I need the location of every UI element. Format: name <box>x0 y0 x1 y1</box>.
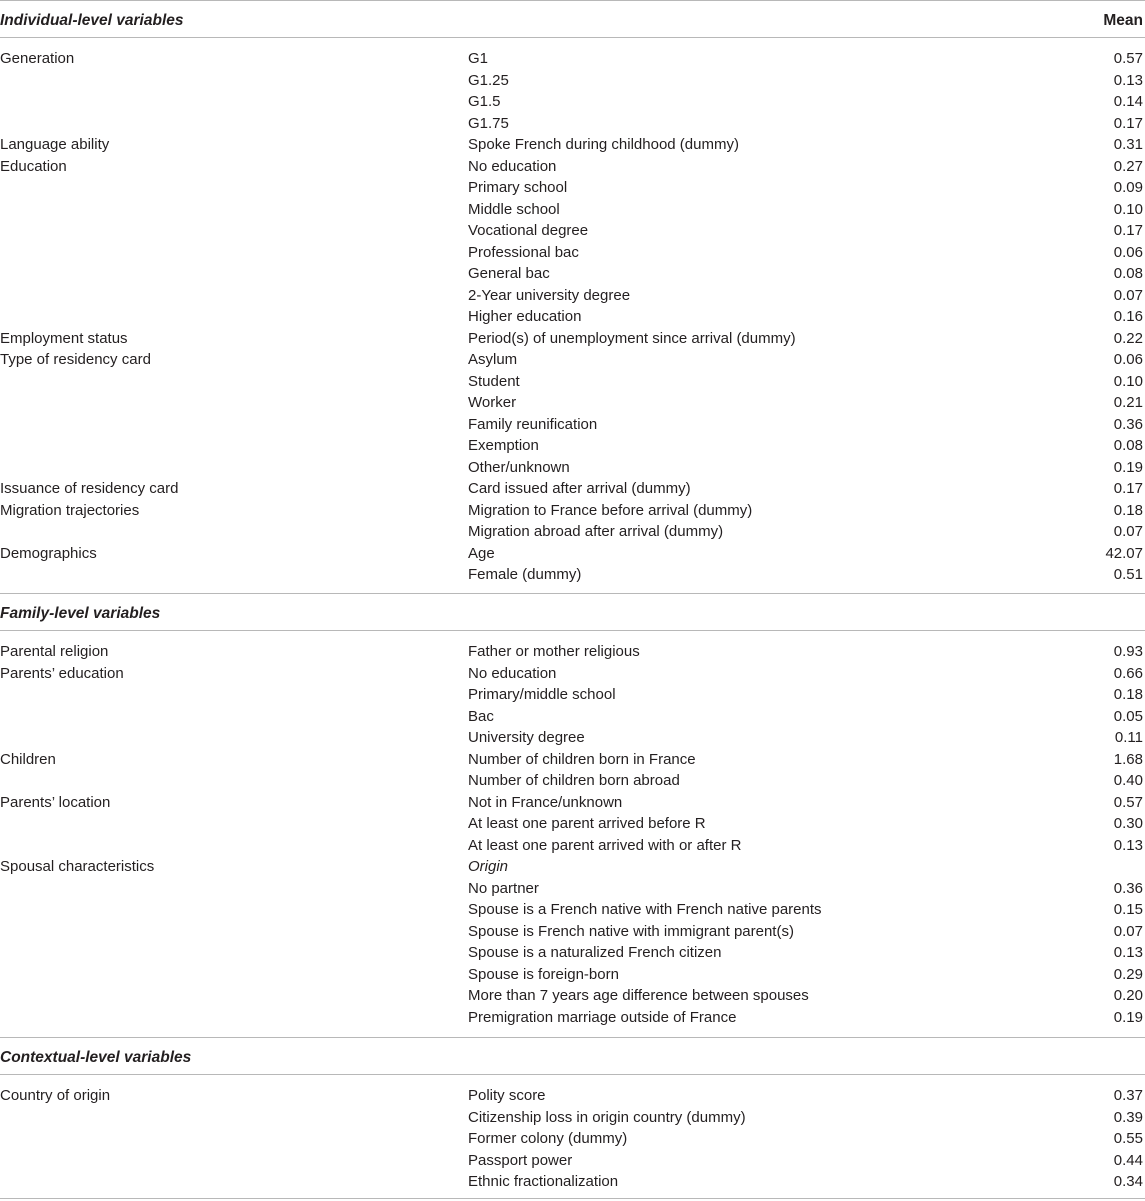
row-mean: 0.18 <box>1113 686 1143 703</box>
table-bottom-rule <box>0 1198 1145 1199</box>
table-row <box>0 878 1145 900</box>
row-mean: 0.21 <box>1113 394 1143 411</box>
table-row <box>0 1150 1145 1172</box>
mean-column-header: Mean <box>1103 12 1143 29</box>
row-variable: No education <box>468 157 557 175</box>
row-category: Education <box>0 157 67 175</box>
row-variable: Primary school <box>468 179 568 196</box>
row-mean: 0.14 <box>1113 93 1143 110</box>
row-variable: Number of children born in France <box>468 750 696 768</box>
row-category: Employment status <box>0 329 128 347</box>
table-row <box>0 392 1145 414</box>
table-row <box>0 964 1145 986</box>
row-mean: 0.06 <box>1113 243 1143 261</box>
section-individual <box>0 0 1145 591</box>
row-variable: Primary/middle school <box>468 686 616 703</box>
row-variable: Spouse is foreign-born <box>468 965 619 983</box>
table-row <box>0 543 1145 565</box>
row-variable: 2-Year university degree <box>468 286 631 304</box>
section-rows <box>0 38 1145 591</box>
row-mean: 0.10 <box>1113 372 1143 390</box>
row-mean: 0.93 <box>1113 643 1143 660</box>
row-category: Country of origin <box>0 1087 111 1104</box>
row-variable: Vocational degree <box>468 222 589 239</box>
section-header <box>0 593 1145 631</box>
row-mean: 0.07 <box>1113 922 1143 940</box>
row-variable: Citizenship loss in origin country (dummy) <box>468 1108 746 1126</box>
table-row <box>0 899 1145 921</box>
section-rows <box>0 631 1145 1033</box>
table-row <box>0 985 1145 1007</box>
row-variable: Premigration marriage outside of France <box>468 1008 737 1026</box>
row-variable: Family reunification <box>468 415 598 433</box>
row-variable: Father or mother religious <box>468 643 640 660</box>
table-row <box>0 156 1145 178</box>
row-mean: 0.17 <box>1113 480 1143 497</box>
row-mean: 0.36 <box>1113 879 1143 897</box>
row-variable: G1.75 <box>468 114 509 132</box>
row-variable: More than 7 years age difference between spouses <box>468 987 809 1004</box>
row-mean: 0.17 <box>1113 114 1143 132</box>
row-variable: University degree <box>468 729 585 746</box>
section-header <box>0 0 1145 38</box>
row-variable: Ethnic fractionalization <box>468 1173 619 1190</box>
row-mean: 0.34 <box>1113 1173 1143 1190</box>
row-mean: 0.37 <box>1113 1087 1143 1104</box>
row-variable: Spouse is a French native with French native parents <box>468 901 822 918</box>
table-row <box>0 835 1145 857</box>
row-variable: At least one parent arrived before R <box>468 815 706 832</box>
row-mean: 0.57 <box>1113 793 1143 811</box>
table-row <box>0 1128 1145 1150</box>
table-row <box>0 91 1145 113</box>
row-variable: No partner <box>468 879 539 897</box>
row-variable: Professional bac <box>468 243 579 261</box>
row-mean: 0.08 <box>1113 437 1143 454</box>
row-category: Language ability <box>0 136 110 153</box>
table-row <box>0 727 1145 749</box>
row-mean: 42.07 <box>1105 544 1143 562</box>
row-variable: Bac <box>468 707 494 725</box>
row-variable: Passport power <box>468 1151 573 1169</box>
table-row <box>0 921 1145 943</box>
section-header <box>0 1037 1145 1075</box>
table-row <box>0 856 1145 878</box>
table-row <box>0 242 1145 264</box>
table-row <box>0 177 1145 199</box>
row-variable: Middle school <box>468 200 560 218</box>
row-variable: Asylum <box>468 351 518 368</box>
table-row <box>0 285 1145 307</box>
section-family <box>0 593 1145 1033</box>
row-category: Parents’ education <box>0 664 124 682</box>
row-variable: G1.25 <box>468 71 509 89</box>
row-mean: 0.30 <box>1113 815 1143 832</box>
row-variable: Spoke French during childhood (dummy) <box>468 136 739 153</box>
table-row <box>0 500 1145 522</box>
row-mean: 0.07 <box>1113 286 1143 304</box>
row-variable: Not in France/unknown <box>468 793 623 811</box>
table-row <box>0 328 1145 350</box>
table-row <box>0 942 1145 964</box>
row-variable: Worker <box>468 394 517 411</box>
row-variable: Female (dummy) <box>468 566 582 583</box>
row-mean: 0.39 <box>1113 1108 1143 1126</box>
row-category: Type of residency card <box>0 351 151 368</box>
row-mean: 1.68 <box>1113 750 1143 768</box>
table-row <box>0 435 1145 457</box>
row-variable: Spouse is French native with immigrant parent(s) <box>468 922 794 940</box>
table-row <box>0 770 1145 792</box>
row-category: Generation <box>0 50 75 67</box>
row-variable: Migration to France before arrival (dummy) <box>468 501 753 519</box>
row-mean: 0.11 <box>1114 729 1143 746</box>
row-mean: 0.22 <box>1113 329 1143 347</box>
row-mean: 0.08 <box>1113 265 1143 282</box>
row-variable: General bac <box>468 265 550 282</box>
table-row <box>0 113 1145 135</box>
table-row <box>0 457 1145 479</box>
row-category: Parental religion <box>0 643 109 660</box>
row-mean: 0.10 <box>1113 200 1143 218</box>
table-row <box>0 349 1145 371</box>
table-row <box>0 521 1145 543</box>
row-mean: 0.55 <box>1113 1130 1143 1147</box>
table-row <box>0 306 1145 328</box>
table-row <box>0 414 1145 436</box>
table-row <box>0 706 1145 728</box>
table-row <box>0 1171 1145 1193</box>
row-mean: 0.15 <box>1113 901 1143 918</box>
row-mean: 0.36 <box>1113 415 1143 433</box>
row-mean: 0.13 <box>1113 836 1143 854</box>
row-mean: 0.17 <box>1113 222 1143 239</box>
row-variable: Card issued after arrival (dummy) <box>468 480 691 497</box>
table-row <box>0 1085 1145 1107</box>
table-row <box>0 134 1145 156</box>
row-mean: 0.57 <box>1113 50 1143 67</box>
section-contextual <box>0 1037 1145 1198</box>
row-mean: 0.27 <box>1113 157 1143 175</box>
table-row <box>0 70 1145 92</box>
row-mean: 0.13 <box>1113 71 1143 89</box>
row-variable: Age <box>468 544 495 562</box>
row-variable: Number of children born abroad <box>468 772 680 789</box>
row-variable: Former colony (dummy) <box>468 1130 628 1147</box>
row-mean: 0.19 <box>1113 458 1143 476</box>
row-variable: Migration abroad after arrival (dummy) <box>468 523 724 540</box>
table-row <box>0 749 1145 771</box>
table-row <box>0 263 1145 285</box>
table-row <box>0 684 1145 706</box>
row-mean: 0.13 <box>1113 944 1143 961</box>
table-row <box>0 220 1145 242</box>
row-mean: 0.66 <box>1113 664 1143 682</box>
row-mean: 0.06 <box>1113 351 1143 368</box>
row-variable: No education <box>468 664 557 682</box>
table-row <box>0 813 1145 835</box>
section-title: Individual-level variables <box>0 12 184 29</box>
row-category: Migration trajectories <box>0 501 140 519</box>
table-row <box>0 1007 1145 1029</box>
table-row <box>0 1107 1145 1129</box>
row-mean: 0.20 <box>1113 987 1143 1004</box>
row-category: Parents’ location <box>0 793 111 811</box>
row-mean: 0.07 <box>1113 523 1143 540</box>
row-variable: Exemption <box>468 437 539 454</box>
row-mean: 0.16 <box>1113 308 1143 325</box>
row-category: Spousal characteristics <box>0 858 155 875</box>
section-rows <box>0 1075 1145 1198</box>
row-variable: Other/unknown <box>468 458 570 476</box>
row-mean: 0.19 <box>1113 1008 1143 1026</box>
row-variable: Student <box>468 372 520 390</box>
table-row <box>0 663 1145 685</box>
row-variable: Origin <box>468 858 509 875</box>
table-row <box>0 478 1145 500</box>
table-row <box>0 641 1145 663</box>
row-mean: 0.29 <box>1113 965 1143 983</box>
table-row <box>0 792 1145 814</box>
row-category: Demographics <box>0 544 97 562</box>
row-variable: G1.5 <box>468 93 501 110</box>
row-variable: Spouse is a naturalized French citizen <box>468 944 722 961</box>
row-mean: 0.31 <box>1113 136 1143 153</box>
section-title: Family-level variables <box>0 605 161 622</box>
row-category: Issuance of residency card <box>0 480 179 497</box>
row-variable: At least one parent arrived with or after R <box>468 836 742 854</box>
row-mean: 0.18 <box>1113 501 1143 519</box>
row-mean: 0.51 <box>1113 566 1143 583</box>
row-mean: 0.40 <box>1113 772 1143 789</box>
row-variable: G1 <box>468 50 489 67</box>
row-variable: Polity score <box>468 1087 546 1104</box>
table-row <box>0 48 1145 70</box>
table-row <box>0 371 1145 393</box>
section-title: Contextual-level variables <box>0 1049 192 1066</box>
table-row <box>0 199 1145 221</box>
table-row <box>0 564 1145 586</box>
row-mean: 0.09 <box>1113 179 1143 196</box>
row-mean: 0.05 <box>1113 707 1143 725</box>
row-category: Children <box>0 750 56 768</box>
row-variable: Higher education <box>468 308 582 325</box>
row-mean: 0.44 <box>1113 1151 1143 1169</box>
row-variable: Period(s) of unemployment since arrival (dummy) <box>468 329 796 347</box>
